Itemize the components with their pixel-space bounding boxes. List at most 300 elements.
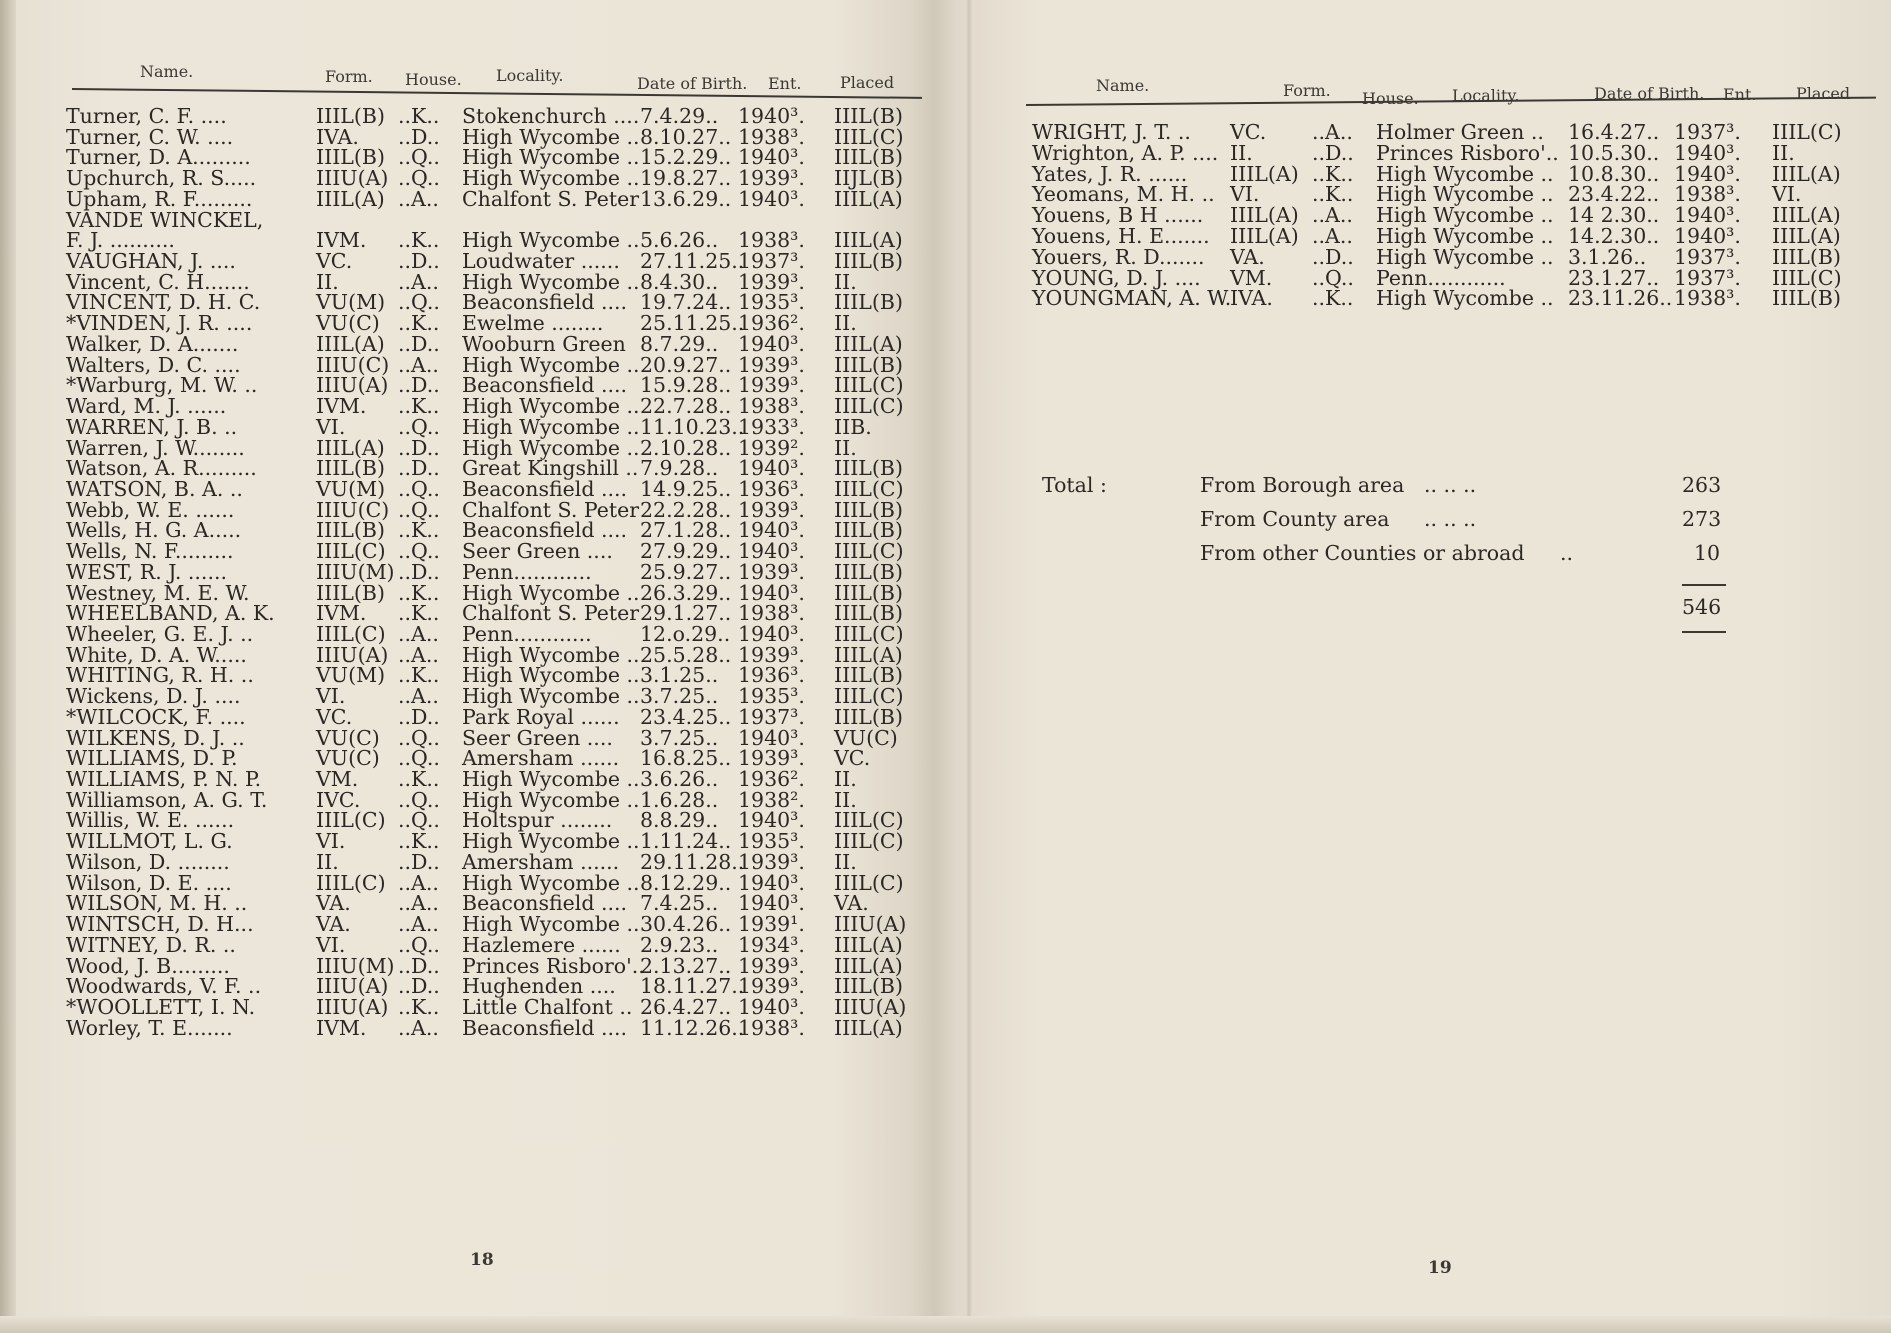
cell-dob: 29.11.28.. [640,849,745,874]
cell-dob: 25.5.28.. [640,642,732,667]
cell-house: ..K.. [398,311,440,336]
cell-placed: IIIL(B) [834,104,903,128]
totals-row-dots: .. .. .. [1424,473,1477,497]
cell-dob: 10.5.30.. [1568,140,1660,165]
table-row [0,1016,930,1040]
cell-name: Webb, W. E. ...... [66,497,235,522]
cell-house: ..A.. [398,870,439,895]
header-placed: Placed [840,73,895,92]
cell-dob: 12.o.29.. [640,622,731,646]
cell-placed: IIIL(A) [834,228,903,253]
cell-ent: 1940³. [738,808,805,833]
cell-placed: VU(C) [834,725,898,750]
cell-dob: 29.1.27.. [640,601,732,626]
cell-ent: 1935³. [738,290,805,315]
cell-dob: 3.6.26.. [640,767,719,792]
cell-ent: 1939³. [738,166,805,191]
cell-dob: 27.9.29.. [640,539,732,564]
cell-form: IIIL(A) [316,331,385,356]
totals-row [1042,541,1842,565]
cell-ent: 1938³. [738,1015,805,1040]
cell-name: Wrighton, A. P. .... [1032,140,1219,165]
cell-locality: High Wycombe .. [1376,182,1554,207]
cell-house: ..D.. [398,435,440,460]
cell-form: II. [1230,140,1253,165]
cell-placed: IIIL(C) [834,539,904,564]
cell-name: Turner, C. F. .... [66,104,227,128]
cell-dob: 18.11.27.. [640,974,745,999]
cell-form: VI. [316,414,346,439]
cell-placed: IIIL(B) [834,974,903,999]
cell-dob: 10.8.30.. [1568,161,1660,186]
cell-ent: 1936². [738,767,805,792]
cell-ent: 1934³. [738,932,805,957]
cell-ent: 1940³. [738,145,805,170]
header-form: Form. [325,67,373,86]
totals-row-dots: .. .. .. [1424,507,1477,531]
cell-placed: IIB. [834,414,872,439]
totals-rule [1682,631,1726,633]
cell-dob: 27.1.28.. [640,518,732,543]
cell-ent: 1933³. [738,414,805,439]
cell-locality: Little Chalfont .. [462,994,633,1019]
cell-house: ..A.. [1312,224,1353,248]
cell-ent: 1940³. [738,186,805,211]
cell-dob: 3.7.25.. [640,684,719,709]
cell-name: Wells, H. G. A..... [66,518,242,543]
cell-house: ..K.. [1312,161,1354,186]
cell-locality: Chalfont S. Peter [462,497,640,522]
cell-locality: Penn............ [462,559,592,584]
cell-form: IVM. [316,1015,367,1040]
cell-dob: 7.4.29.. [640,104,719,128]
cell-locality: High Wycombe .. [462,787,640,812]
cell-dob: 5.6.26.. [640,228,719,253]
cell-dob: 14 2.30.. [1568,203,1660,228]
cell-ent: 1939³. [738,373,805,398]
cell-dob: 7.4.25.. [640,891,719,916]
cell-dob: 7.9.28.. [640,456,719,481]
cell-name: Walker, D. A....... [66,331,239,356]
cell-form: IIIU(A) [316,974,389,999]
cell-ent: 1937³. [1674,120,1741,144]
cell-form: IIIL(C) [316,539,386,564]
cell-placed: II. [834,787,857,812]
cell-locality: High Wycombe .. [462,829,640,854]
cell-placed: IIIL(C) [1772,120,1842,144]
cell-name: VINCENT, D. H. C. [66,290,261,315]
cell-locality: Beaconsfield .... [462,891,628,916]
cell-form: VU(M) [316,476,386,501]
cell-house: ..D.. [398,373,440,398]
cell-dob: 16.8.25.. [640,746,732,771]
cell-house: ..Q.. [1312,265,1354,290]
cell-placed: IIJL(B) [834,166,904,191]
cell-ent: 1940³. [738,622,805,646]
cell-name: WILSON, M. H. .. [66,891,248,916]
cell-locality: Holmer Green .. [1376,120,1544,144]
cell-form: VC. [316,249,353,274]
cell-dob: 23.4.25.. [640,704,732,729]
cell-locality: High Wycombe .. [462,352,640,377]
cell-house: ..K.. [398,994,440,1019]
cell-locality: High Wycombe .. [462,394,640,419]
cell-form: VU(C) [316,746,380,771]
cell-house: ..A.. [398,352,439,377]
cell-placed: II. [834,435,857,460]
cell-house: ..Q.. [398,145,440,170]
cell-house: ..K.. [1312,182,1354,207]
cell-locality: High Wycombe .. [462,912,640,937]
cell-dob: 19.7.24.. [640,290,732,315]
cell-placed: IIIL(B) [834,704,903,729]
totals-row-value: 273 [1682,507,1722,531]
cell-locality: High Wycombe .. [462,684,640,709]
cell-locality: High Wycombe .. [462,767,640,792]
cell-placed: IIIL(B) [1772,244,1841,269]
cell-locality: Penn............ [462,622,592,646]
cell-name: Vincent, C. H....... [66,269,250,294]
cell-name: Warren, J. W........ [66,435,245,460]
cell-dob: 8.4.30.. [640,269,719,294]
cell-placed: IIIL(A) [834,642,903,667]
cell-form: IIIU(C) [316,352,390,377]
cell-dob: 30.4.26.. [640,912,732,937]
cell-placed: VC. [834,746,871,771]
cell-name: WILLIAMS, D. P. [66,746,238,771]
cell-ent: 1939³. [738,559,805,584]
cell-ent: 1940³. [738,518,805,543]
totals-section [1042,473,1842,653]
cell-name: Wood, J. B......... [66,953,230,978]
cell-placed: IIIL(C) [834,808,904,833]
cell-name: WRIGHT, J. T. .. [1032,120,1191,144]
cell-ent: 1937³. [738,704,805,729]
cell-name: VANDE WINCKEL, [66,207,264,232]
cell-dob: 23.1.27.. [1568,265,1660,290]
cell-name: WATSON, B. A. .. [66,476,243,501]
cell-ent: 1940³. [738,331,805,356]
cell-locality: High Wycombe .. [462,435,640,460]
totals-row-value: 10 [1694,541,1721,565]
cell-locality: Chalfont S. Peter [462,186,640,211]
cell-locality: High Wycombe .. [1376,244,1554,269]
cell-house: ..D.. [398,456,440,481]
cell-locality: Beaconsfield .... [462,290,628,315]
cell-dob: 3.7.25.. [640,725,719,750]
cell-house: ..A.. [398,186,439,211]
cell-placed: IIIL(B) [834,559,903,584]
cell-form: IIIU(C) [316,497,390,522]
cell-form: IVM. [316,394,367,419]
cell-placed: IIIL(A) [1772,203,1841,228]
cell-dob: 26.4.27.. [640,994,732,1019]
cell-house: ..A.. [398,622,439,646]
cell-locality: High Wycombe .. [1376,203,1554,228]
cell-ent: 1940³. [738,539,805,564]
cell-house: ..K.. [1312,286,1354,311]
cell-dob: 23.11.26.. [1568,286,1673,311]
cell-name: F. J. .......... [66,228,175,253]
cell-house: ..K.. [398,580,440,605]
cell-ent: 1939³. [738,497,805,522]
cell-ent: 1939³. [738,642,805,667]
grand-total-value: 546 [1682,595,1722,619]
cell-house: ..K.. [398,518,440,543]
cell-dob: 3.1.25.. [640,663,719,688]
cell-form: IIIL(C) [316,870,386,895]
cell-locality: High Wycombe .. [462,870,640,895]
cell-ent: 1939³. [738,352,805,377]
cell-name: WHITING, R. H. .. [66,663,254,688]
cell-ent: 1940³. [738,104,805,128]
cell-name: Worley, T. E....... [66,1015,233,1040]
cell-name: Wickens, D. J. .... [66,684,241,709]
totals-rule [1682,584,1726,586]
cell-dob: 2.13.27.. [640,953,732,978]
cell-form: IIIL(A) [1230,203,1299,228]
cell-form: II. [316,269,339,294]
cell-placed: IIIL(C) [834,870,904,895]
cell-placed: IIIL(B) [834,518,903,543]
cell-placed: II. [834,311,857,336]
cell-house: ..A.. [398,269,439,294]
cell-name: WARREN, J. B. .. [66,414,238,439]
totals-row-label: From Borough area [1200,473,1405,497]
cell-house: ..D.. [398,704,440,729]
cell-house: ..Q.. [398,932,440,957]
cell-placed: IIIL(A) [1772,224,1841,248]
cell-locality: Holtspur ........ [462,808,613,833]
cell-form: IIIL(A) [1230,161,1299,186]
cell-house: ..A.. [398,912,439,937]
cell-name: Walters, D. C. .... [66,352,241,377]
cell-name: Youers, R. D....... [1032,244,1205,269]
cell-placed: IIIL(B) [834,249,903,274]
cell-house: ..D.. [398,953,440,978]
cell-placed: IIIL(C) [834,124,904,149]
cell-name: Wilson, D. ........ [66,849,230,874]
cell-locality: Amersham ...... [462,746,620,771]
cell-locality: Beaconsfield .... [462,373,628,398]
page-number: 19 [1428,1258,1452,1278]
cell-ent: 1940³. [738,994,805,1019]
cell-house: ..A.. [1312,203,1353,228]
cell-house: ..K.. [398,767,440,792]
cell-name: WILKENS, D. J. .. [66,725,245,750]
cell-dob: 23.4.22.. [1568,182,1660,207]
cell-ent: 1937³. [1674,265,1741,290]
cell-name: *WILCOCK, F. .... [66,704,246,729]
cell-placed: IIIL(B) [834,352,903,377]
cell-locality: High Wycombe .. [462,269,640,294]
cell-dob: 13.6.29.. [640,186,732,211]
cell-ent: 1940³. [1674,140,1741,165]
cell-placed: IIIL(A) [1772,161,1841,186]
cell-house: ..Q.. [398,166,440,191]
cell-name: Youens, B H ...... [1032,203,1204,228]
cell-dob: 19.8.27.. [640,166,732,191]
cell-house: ..Q.. [398,414,440,439]
cell-name: Upham, R. F......... [66,186,253,211]
cell-locality: Beaconsfield .... [462,476,628,501]
cell-dob: 14.9.25.. [640,476,732,501]
cell-form: IVM. [316,601,367,626]
cell-ent: 1938³. [738,394,805,419]
cell-ent: 1938². [738,787,805,812]
cell-placed: IIIL(C) [834,684,904,709]
cell-name: WHEELBAND, A. K. [66,601,275,626]
cell-name: *WOOLLETT, I. N. [66,994,256,1019]
cell-locality: High Wycombe .. [462,414,640,439]
cell-dob: 3.1.26.. [1568,244,1647,269]
header-form: Form. [1283,81,1331,100]
cell-form: IVA. [1230,286,1273,311]
cell-ent: 1939¹. [738,912,805,937]
cell-name: Yates, J. R. ...... [1032,161,1188,186]
cell-house: ..K.. [398,228,440,253]
cell-dob: 22.7.28.. [640,394,732,419]
cell-locality: Penn............ [1376,265,1506,290]
cell-ent: 1940³. [738,580,805,605]
totals-row [1042,507,1842,531]
cell-ent: 1937³. [1674,244,1741,269]
cell-placed: II. [1772,140,1795,165]
cell-dob: 8.12.29.. [640,870,732,895]
cell-ent: 1936³. [738,476,805,501]
cell-placed: IIIL(B) [834,663,903,688]
cell-house: ..A.. [398,891,439,916]
cell-ent: 1939³. [738,953,805,978]
header-locality: Locality. [1452,86,1520,105]
header-date-of-birth: Date of Birth. [637,74,748,93]
cell-ent: 1939³. [738,746,805,771]
cell-placed: VI. [1772,182,1802,207]
totals-row-label: From other Counties or abroad [1200,541,1525,565]
cell-ent: 1940³. [738,870,805,895]
cell-placed: IIIL(C) [834,829,904,854]
cell-house: ..K.. [398,104,440,128]
cell-form: IIIL(A) [316,186,385,211]
cell-locality: Wooburn Green [462,331,626,356]
cell-ent: 1940³. [1674,203,1741,228]
cell-locality: Hughenden .... [462,974,616,999]
cell-dob: 14.2.30.. [1568,224,1660,248]
cell-house: ..D.. [398,124,440,149]
cell-form: VI. [316,932,346,957]
cell-form: VI. [1230,182,1260,207]
cell-ent: 1935³. [738,684,805,709]
cell-locality: Princes Risboro'.. [1376,140,1559,165]
cell-ent: 1940³. [738,725,805,750]
cell-name: YOUNGMAN, A. W. [1032,286,1232,311]
cell-placed: VA. [834,891,869,916]
cell-name: Wells, N. F......... [66,539,234,564]
header-ent: Ent. [768,74,802,93]
cell-form: IIIL(B) [316,456,385,481]
cell-placed: IIIL(B) [834,601,903,626]
cell-dob: 25.9.27.. [640,559,732,584]
page-number: 18 [470,1250,494,1270]
cell-ent: 1939³. [738,974,805,999]
cell-form: VU(M) [316,290,386,315]
cell-locality: Amersham ...... [462,849,620,874]
cell-form: IVM. [316,228,367,253]
cell-ent: 1938³. [738,228,805,253]
cell-locality: High Wycombe .. [462,228,640,253]
cell-locality: High Wycombe .. [1376,224,1554,248]
cell-form: IIIL(B) [316,580,385,605]
cell-dob: 15.2.29.. [640,145,732,170]
cell-name: WITNEY, D. R. .. [66,932,236,957]
cell-house: ..Q.. [398,725,440,750]
cell-house: ..A.. [398,642,439,667]
cell-form: VC. [316,704,353,729]
cell-dob: 11.10.23.. [640,414,745,439]
cell-house: ..D.. [398,249,440,274]
cell-locality: Ewelme ........ [462,311,604,336]
cell-form: IIIL(A) [1230,224,1299,248]
cell-dob: 22.2.28.. [640,497,732,522]
cell-locality: Beaconsfield .... [462,1015,628,1040]
cell-ent: 1935³. [738,829,805,854]
header-name: Name. [140,62,194,81]
cell-name: Willis, W. E. ...... [66,808,235,833]
cell-form: IIIU(A) [316,373,389,398]
cell-name: *VINDEN, J. R. .... [66,311,253,336]
cell-form: VC. [1230,120,1267,144]
cell-form: IIIU(A) [316,994,389,1019]
cell-form: IIIU(A) [316,642,389,667]
cell-name: White, D. A. W..... [66,642,247,667]
cell-dob: 16.4.27.. [1568,120,1660,144]
cell-name: Watson, A. R......... [66,456,257,481]
cell-placed: IIIU(A) [834,994,907,1019]
cell-ent: 1938³. [738,124,805,149]
cell-dob: 8.10.27.. [640,124,732,149]
cell-placed: II. [834,849,857,874]
cell-locality: Seer Green .... [462,539,613,564]
cell-locality: Seer Green .... [462,725,613,750]
totals-row-dots: .. [1560,541,1574,565]
cell-house: ..D.. [398,849,440,874]
cell-name: Wheeler, G. E. J. .. [66,622,254,646]
header-ent: Ent. [1723,85,1757,104]
cell-house: ..Q.. [398,787,440,812]
cell-ent: 1940³. [738,456,805,481]
table-row [972,286,1872,310]
cell-form: VI. [316,684,346,709]
cell-locality: Park Royal ...... [462,704,620,729]
cell-placed: IIIL(C) [834,622,904,646]
cell-house: ..Q.. [398,290,440,315]
cell-locality: High Wycombe .. [462,145,640,170]
cell-placed: IIIL(A) [834,953,903,978]
cell-dob: 26.3.29.. [640,580,732,605]
cell-ent: 1938³. [1674,286,1741,311]
cell-form: IIIL(C) [316,622,386,646]
cell-locality: High Wycombe .. [462,580,640,605]
cell-placed: IIIU(A) [834,912,907,937]
cell-dob: 20.9.27.. [640,352,732,377]
cell-name: YOUNG, D. J. .... [1032,265,1201,290]
cell-form: VA. [316,891,351,916]
cell-form: IIIL(B) [316,145,385,170]
cell-form: IIIL(B) [316,104,385,128]
cell-placed: IIIL(B) [834,456,903,481]
cell-locality: Beaconsfield .... [462,518,628,543]
cell-house: ..D.. [398,331,440,356]
